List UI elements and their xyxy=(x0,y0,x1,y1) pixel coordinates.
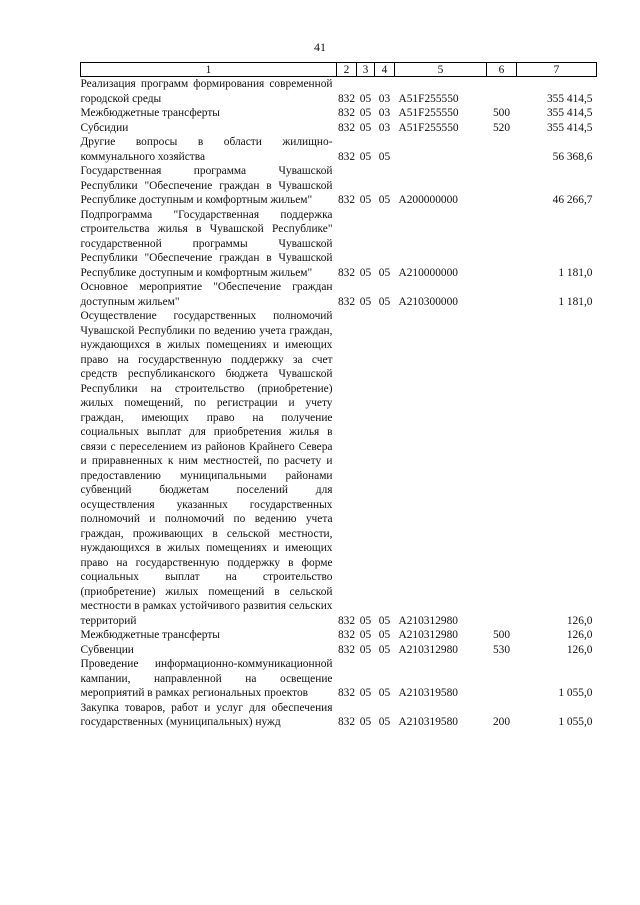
section-code: 05 xyxy=(359,295,372,308)
section-code: 05 xyxy=(359,687,372,699)
expense-type-code xyxy=(487,309,517,628)
amount: 1 055,0 xyxy=(558,716,593,728)
amount: 1 181,0 xyxy=(558,295,593,308)
target-article-code: А210312980 xyxy=(398,614,458,627)
row-name: Подпрограмма "Государственная поддержка строительства жилья в Чувашской Республике" государственной программы Чувашской Республики "Обеспечение граждан в Чувашской Республике доступным и комфортным жильем" xyxy=(80,208,333,279)
admin-code: 832 xyxy=(337,150,356,163)
target-article-code: А210319580 xyxy=(398,687,458,699)
amount: 46 266,7 xyxy=(552,194,593,206)
expense-type-code xyxy=(487,135,517,164)
admin-code: 832 xyxy=(337,687,356,699)
row-name: Закупка товаров, работ и услуг для обеспечения государственных (муниципальных) нужд xyxy=(80,701,333,728)
admin-code: 832 xyxy=(337,266,356,279)
target-article-code: А51F255550 xyxy=(398,121,459,134)
target-article-code: А51F255550 xyxy=(398,107,459,119)
table-row xyxy=(81,701,597,730)
column-header: 3 xyxy=(357,63,375,77)
expense-type-code: 500 xyxy=(492,629,511,641)
expense-type-code xyxy=(487,208,517,281)
row-name: Реализация программ формирования современной городской среды xyxy=(80,78,333,105)
amount: 355 414,5 xyxy=(546,92,593,105)
table-row xyxy=(81,121,597,136)
admin-code: 832 xyxy=(337,614,356,627)
expense-type-code xyxy=(487,280,517,309)
row-name: Субсидии xyxy=(80,121,129,134)
amount: 126,0 xyxy=(566,614,593,627)
target-article-code xyxy=(395,135,487,164)
column-header: 7 xyxy=(517,63,597,77)
table-row xyxy=(81,309,597,628)
row-name: Проведение информационно-коммуникационной кампании, направленной на освещение мероприятий в рамках региональных проектов xyxy=(80,658,333,699)
target-article-code: А210300000 xyxy=(398,295,458,308)
subsection-code: 05 xyxy=(378,266,391,279)
expense-type-code xyxy=(487,77,517,107)
amount: 1 055,0 xyxy=(558,687,593,699)
section-code: 05 xyxy=(359,150,372,163)
subsection-code: 05 xyxy=(378,643,391,656)
column-header: 4 xyxy=(375,63,395,77)
admin-code: 832 xyxy=(337,716,356,728)
section-code: 05 xyxy=(359,121,372,134)
table-row xyxy=(81,280,597,309)
page-number: 41 xyxy=(314,40,326,54)
section-code: 05 xyxy=(359,629,372,641)
expense-type-code: 500 xyxy=(492,107,511,119)
section-code: 05 xyxy=(359,107,372,119)
row-name: Осуществление государственных полномочий Чувашской Республики по ведению учета граждан, нуждающихся в жилых помещениях и имеющих право на государственную поддержку за счет средств республиканского бюджета Чувашской Республики на строительство (приобретение) жилых помещений, по регистрации и учету граждан, имеющих право на получение социальных выплат для приобретения жилья в связи с переселением из районов Крайнего Севера и приравненных к ним местностей, по расчету и предоставлению муниципальными районами субвенций бюджетам поселений для осуществления указанных государственных полномочий и полномочий по ведению учета граждан, проживающих в сельской местности, нуждающихся в жилых помещениях и имеющих право на государственную поддержку в форме социальных выплат на строительство (приобретение) жилых помещений в сельской местности в рамках устойчивого развития сельских территорий xyxy=(80,310,333,627)
subsection-code: 03 xyxy=(378,121,391,134)
row-name: Другие вопросы в области жилищно-коммунального хозяйства xyxy=(80,136,333,163)
admin-code: 832 xyxy=(337,643,356,656)
subsection-code: 05 xyxy=(378,295,391,308)
table-row xyxy=(81,628,597,643)
expense-type-code xyxy=(487,657,517,701)
admin-code: 832 xyxy=(337,629,356,641)
table-row xyxy=(81,164,597,208)
target-article-code: А210000000 xyxy=(398,266,458,279)
budget-table xyxy=(80,62,597,730)
section-code: 05 xyxy=(359,643,372,656)
section-code: 05 xyxy=(359,92,372,105)
table-row xyxy=(81,657,597,701)
subsection-code: 05 xyxy=(378,194,391,206)
subsection-code: 05 xyxy=(378,716,391,728)
row-name: Государственная программа Чувашской Республики "Обеспечение граждан в Чувашской Республике доступным и комфортным жильем" xyxy=(80,165,333,206)
subsection-code: 05 xyxy=(378,629,391,641)
subsection-code: 05 xyxy=(378,614,391,627)
expense-type-code xyxy=(487,164,517,208)
target-article-code: А210312980 xyxy=(398,629,458,641)
table-header-row xyxy=(81,63,597,77)
table-row xyxy=(81,106,597,121)
amount: 126,0 xyxy=(566,643,593,656)
amount: 355 414,5 xyxy=(546,107,593,119)
expense-type-code: 530 xyxy=(492,643,511,656)
amount: 56 368,6 xyxy=(552,150,593,163)
section-code: 05 xyxy=(359,266,372,279)
amount: 126,0 xyxy=(566,629,593,641)
table-row xyxy=(81,208,597,281)
admin-code: 832 xyxy=(337,107,356,119)
target-article-code: А51F255550 xyxy=(398,92,459,105)
admin-code: 832 xyxy=(337,295,356,308)
column-header: 2 xyxy=(337,63,357,77)
budget-table-body xyxy=(81,77,597,730)
subsection-code: 03 xyxy=(378,107,391,119)
subsection-code: 05 xyxy=(378,687,391,699)
table-row xyxy=(81,643,597,658)
target-article-code: А210319580 xyxy=(398,716,458,728)
admin-code: 832 xyxy=(337,121,356,134)
row-name: Межбюджетные трансферты xyxy=(80,107,220,119)
target-article-code: А210312980 xyxy=(398,643,458,656)
admin-code: 832 xyxy=(337,194,356,206)
subsection-code: 03 xyxy=(378,92,391,105)
column-header: 1 xyxy=(81,63,337,77)
table-row xyxy=(81,77,597,107)
column-header: 6 xyxy=(487,63,517,77)
expense-type-code: 200 xyxy=(492,716,511,728)
amount: 1 181,0 xyxy=(558,266,593,279)
target-article-code: А200000000 xyxy=(398,194,458,206)
row-name: Субвенции xyxy=(80,643,134,656)
subsection-code: 05 xyxy=(378,150,391,163)
column-header: 5 xyxy=(395,63,487,77)
expense-type-code: 520 xyxy=(492,121,511,134)
row-name: Межбюджетные трансферты xyxy=(80,629,220,641)
section-code: 05 xyxy=(359,194,372,206)
section-code: 05 xyxy=(359,716,372,728)
admin-code: 832 xyxy=(337,92,356,105)
section-code: 05 xyxy=(359,614,372,627)
row-name: Основное мероприятие "Обеспечение граждан доступным жильем" xyxy=(80,281,333,308)
table-row xyxy=(81,135,597,164)
amount: 355 414,5 xyxy=(546,121,593,134)
